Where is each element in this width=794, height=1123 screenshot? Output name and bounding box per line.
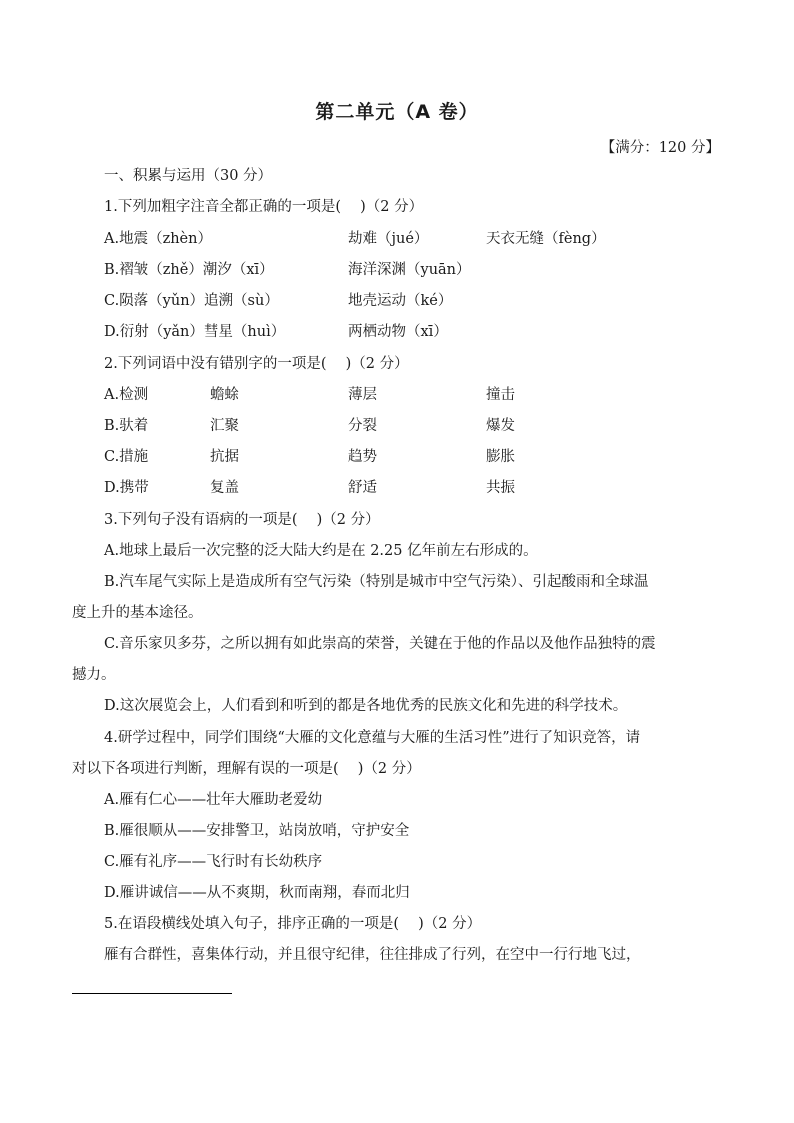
- footnote-divider: [72, 993, 232, 994]
- q4-option-d: D.雁讲诚信——从不爽期，秋而南翔，春而北归: [104, 885, 410, 901]
- q1-option-c-1: C.陨落（yǔn）追溯（sù）: [104, 293, 279, 309]
- q3-option-c-line1: C.音乐家贝多芬，之所以拥有如此崇高的荣誉，关键在于他的作品以及他作品独特的震: [104, 636, 656, 652]
- q3-option-a: A.地球上最后一次完整的泛大陆大约是在 2.25 亿年前左右形成的。: [104, 543, 538, 559]
- q2-option-a-1: A.检测: [104, 387, 149, 403]
- full-score-label: 【满分：120 分】: [600, 140, 720, 156]
- q5-stem: 5.在语段横线处填入句子，排序正确的一项是( )（2 分）: [104, 916, 482, 932]
- q2-stem: 2.下列词语中没有错别字的一项是( )（2 分）: [104, 356, 409, 372]
- q3-option-c-line2: 撼力。: [72, 667, 116, 683]
- q2-option-a-3: 薄层: [348, 387, 377, 403]
- q4-option-b: B.雁很顺从——安排警卫，站岗放哨，守护安全: [104, 823, 410, 839]
- q2-option-d-1: D.携带: [104, 480, 149, 496]
- q2-option-d-2: 复盖: [210, 480, 239, 496]
- q2-option-c-4: 膨胀: [486, 449, 515, 465]
- q2-option-d-3: 舒适: [348, 480, 377, 496]
- q2-option-c-1: C.措施: [104, 449, 149, 465]
- q1-option-d-2: 两栖动物（xī）: [348, 324, 448, 340]
- q2-option-b-1: B.驮着: [104, 418, 149, 434]
- q1-stem: 1.下列加粗字注音全都正确的一项是( )（2 分）: [104, 199, 424, 215]
- q3-option-b-line1: B.汽车尾气实际上是造成所有空气污染（特别是城市中空气污染）、引起酸雨和全球温: [104, 574, 649, 590]
- q2-option-c-3: 趋势: [348, 449, 377, 465]
- q1-option-d-1: D.衍射（yǎn）彗星（huì）: [104, 324, 286, 340]
- q5-passage-line1: 雁有合群性，喜集体行动，并且很守纪律，往往排成了行列，在空中一行行地飞过，: [104, 947, 641, 963]
- q1-option-a-3: 天衣无缝（fèng）: [486, 231, 606, 247]
- q3-option-d: D.这次展览会上，人们看到和听到的都是各地优秀的民族文化和先进的科学技术。: [104, 698, 628, 714]
- q2-option-d-4: 共振: [486, 480, 515, 496]
- q1-option-a-1: A.地震（zhèn）: [104, 231, 212, 247]
- q2-option-a-4: 撞击: [486, 387, 515, 403]
- q1-option-c-2: 地壳运动（ké）: [348, 293, 453, 309]
- q4-option-a: A.雁有仁心——壮年大雁助老爱幼: [104, 792, 323, 808]
- q1-option-a-2: 劫难（jué）: [348, 231, 429, 247]
- q4-option-c: C.雁有礼序——飞行时有长幼秩序: [104, 854, 323, 870]
- page-title: 第二单元（A 卷）: [315, 101, 479, 123]
- q1-option-b-2: 海洋深渊（yuān）: [348, 262, 471, 278]
- q2-option-a-2: 蟾蜍: [210, 387, 239, 403]
- q4-stem-line2: 对以下各项进行判断，理解有误的一项是( )（2 分）: [72, 761, 421, 777]
- section-heading: 一、积累与运用（30 分）: [104, 168, 273, 184]
- q3-stem: 3.下列句子没有语病的一项是( )（2 分）: [104, 512, 380, 528]
- q2-option-b-3: 分裂: [348, 418, 377, 434]
- q2-option-b-4: 爆发: [486, 418, 515, 434]
- q1-option-b-1: B.褶皱（zhě）潮汐（xī）: [104, 262, 274, 278]
- q3-option-b-line2: 度上升的基本途径。: [72, 605, 203, 621]
- q4-stem-line1: 4.研学过程中，同学们围绕“大雁的文化意蕴与大雁的生活习性”进行了知识竞答，请: [104, 730, 641, 746]
- q2-option-b-2: 汇聚: [210, 418, 239, 434]
- q2-option-c-2: 抗据: [210, 449, 239, 465]
